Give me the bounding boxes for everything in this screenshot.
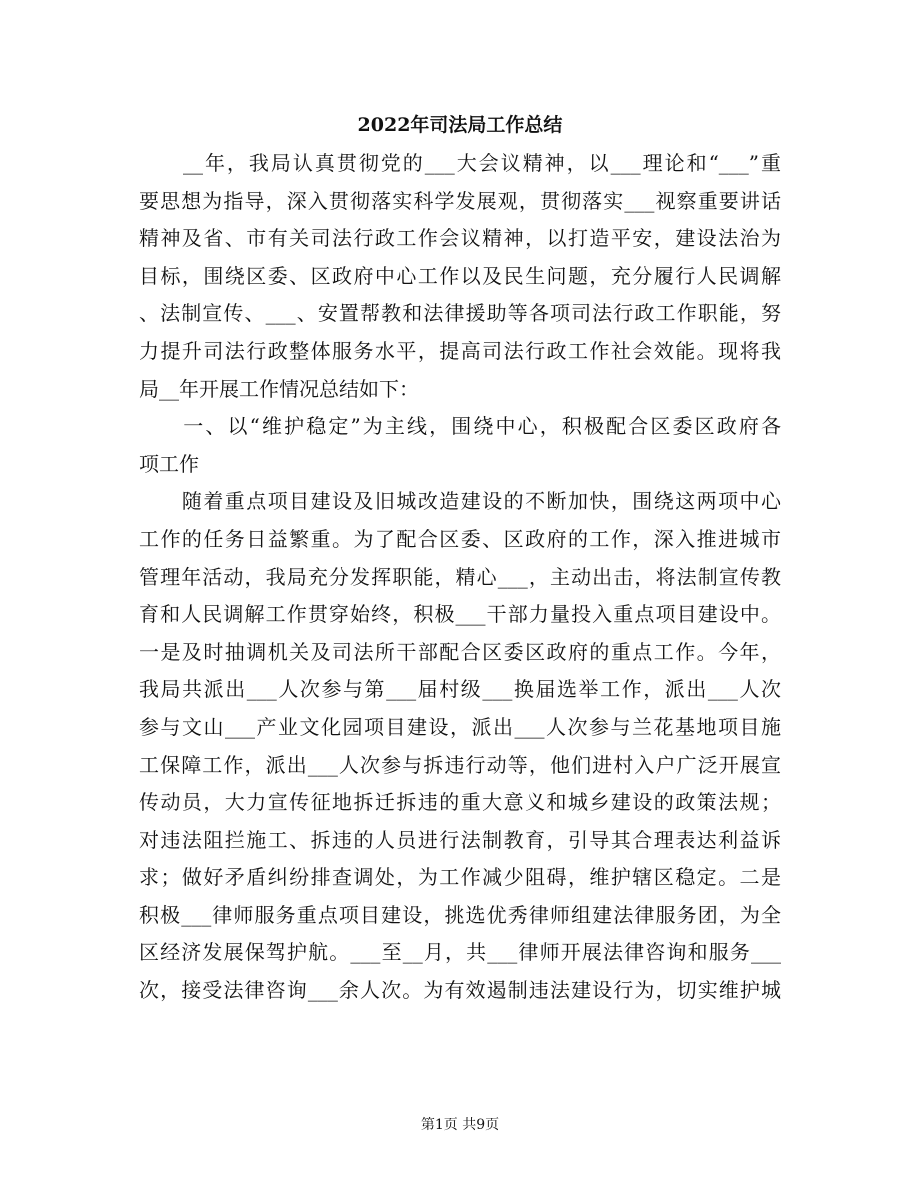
body-line: 求；做好矛盾纠纷排查调处，为工作减少阻碍，维护辖区稳定。二是 bbox=[139, 865, 781, 890]
body-line: 对违法阻拦施工、拆违的人员进行法制教育，引导其合理表达利益诉 bbox=[139, 827, 781, 852]
body-line: 一是及时抽调机关及司法所干部配合区委区政府的重点工作。今年， bbox=[139, 639, 781, 664]
body-line: 我局共派出___人次参与第___届村级___换届选举工作，派出___人次 bbox=[139, 677, 781, 702]
body-line: 工保障工作，派出___人次参与拆违行动等，他们进村入户广泛开展宣 bbox=[139, 752, 781, 777]
body-line: 要思想为指导，深入贯彻落实科学发展观，贯彻落实___视察重要讲话 bbox=[139, 188, 781, 213]
body-line: __年，我局认真贯彻党的___大会议精神，以___理论和“___”重 bbox=[139, 151, 781, 175]
section-heading-line: 项工作 bbox=[139, 451, 199, 476]
document-title: 2022年司法局工作总结 bbox=[357, 114, 563, 136]
section-heading-line: 一、以“维护稳定”为主线，围绕中心，积极配合区委区政府各 bbox=[139, 414, 781, 439]
body-line: 区经济发展保驾护航。___至__月，共___律师开展法律咨询和服务___ bbox=[139, 940, 781, 965]
body-line: 局__年开展工作情况总结如下： bbox=[139, 376, 419, 401]
body-line: 管理年活动，我局充分发挥职能，精心___，主动出击，将法制宣传教 bbox=[139, 564, 781, 589]
body-line: 传动员，大力宣传征地拆迁拆违的重大意义和城乡建设的政策法规； bbox=[139, 790, 781, 815]
document-body bbox=[139, 145, 781, 1010]
body-line: 、法制宣传、___、安置帮教和法律援助等各项司法行政工作职能，努 bbox=[139, 301, 781, 326]
page-number: 第1页 共9页 bbox=[420, 1117, 500, 1133]
body-line: 积极___律师服务重点项目建设，挑选优秀律师组建法律服务团，为全 bbox=[139, 902, 781, 927]
body-line: 育和人民调解工作贯穿始终，积极___干部力量投入重点项目建设中。 bbox=[139, 602, 781, 627]
body-line: 工作的任务日益繁重。为了配合区委、区政府的工作，深入推进城市 bbox=[139, 526, 781, 551]
body-line: 随着重点项目建设及旧城改造建设的不断加快，围绕这两项中心 bbox=[139, 489, 781, 514]
body-line: 次，接受法律咨询___余人次。为有效遏制违法建设行为，切实维护城 bbox=[139, 978, 781, 1003]
body-line: 力提升司法行政整体服务水平，提高司法行政工作社会效能。现将我 bbox=[139, 338, 781, 363]
body-line: 目标，围绕区委、区政府中心工作以及民生问题，充分履行人民调解 bbox=[139, 263, 781, 288]
body-line: 精神及省、市有关司法行政工作会议精神，以打造平安，建设法治为 bbox=[139, 226, 781, 251]
body-line: 参与文山___产业文化园项目建设，派出___人次参与兰花基地项目施 bbox=[139, 714, 781, 739]
